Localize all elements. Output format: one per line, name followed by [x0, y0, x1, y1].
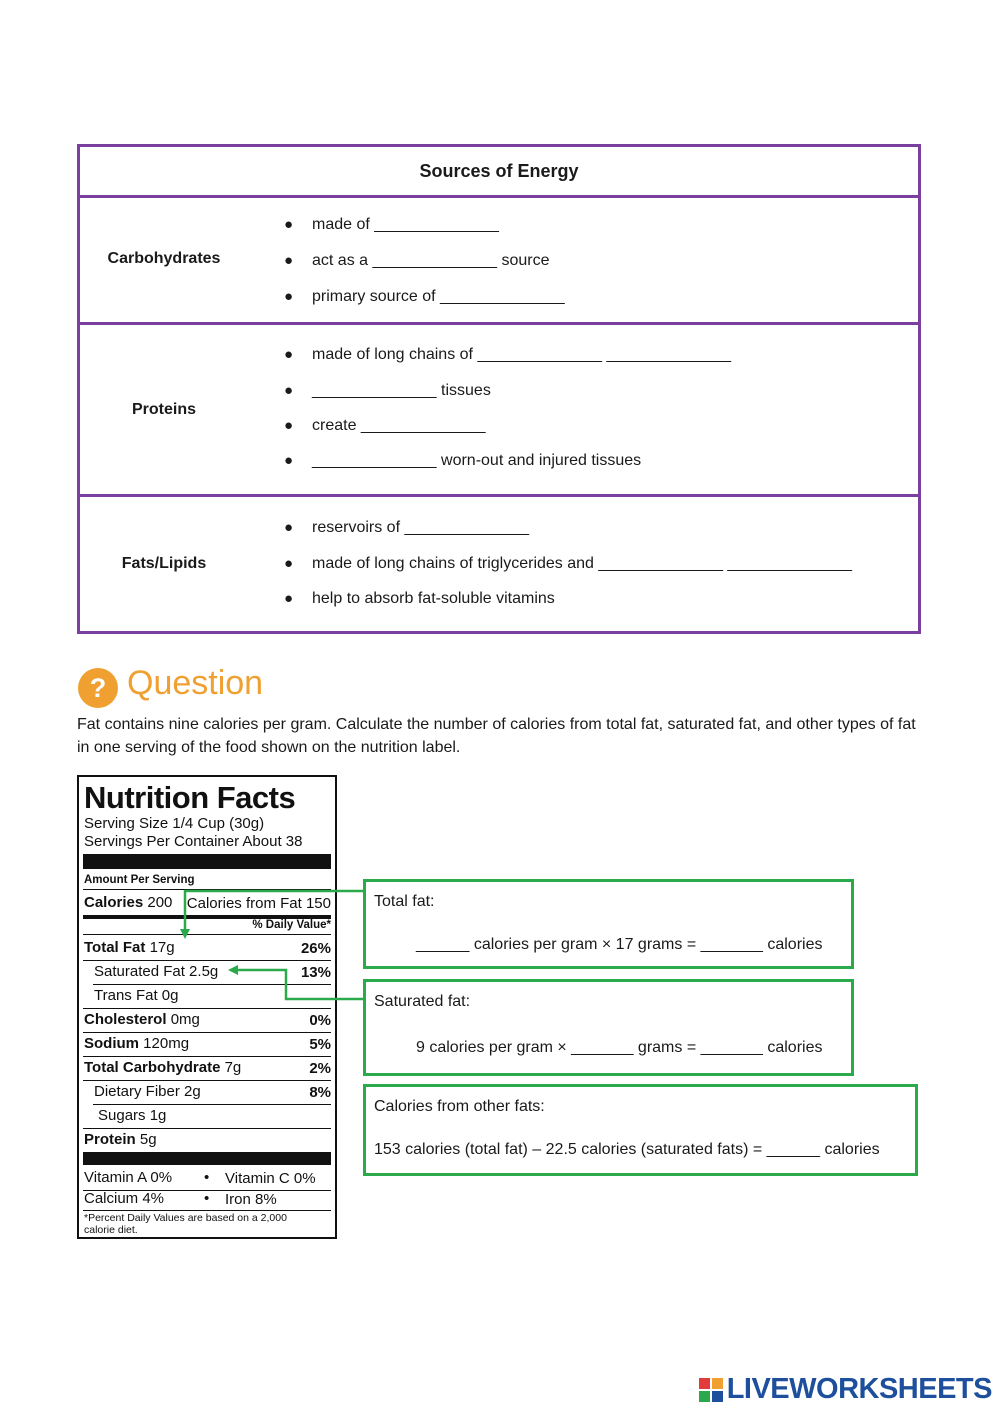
- table-row-fats-lipids: [80, 497, 918, 631]
- other-fats-box-equation: 153 calories (total fat) – 22.5 calories (saturated fats) = ______ calories: [374, 1141, 880, 1158]
- list-item: [284, 590, 555, 608]
- divider: [83, 934, 331, 935]
- total-carbohydrate-dv: 2%: [309, 1060, 331, 1077]
- dietary-fiber-dv: 8%: [309, 1084, 331, 1101]
- bullet-icon: ●: [284, 452, 294, 469]
- list-item: [284, 346, 732, 364]
- divider: [83, 1032, 331, 1033]
- cholesterol-dv: 0%: [309, 1012, 331, 1029]
- list-item-text: reservoirs of ______________: [312, 519, 530, 536]
- amount-per-serving: Amount Per Serving: [84, 874, 195, 886]
- total-fat-amount: 17g: [149, 939, 175, 956]
- total-fat-box: [363, 879, 854, 969]
- table-row-proteins: [80, 325, 918, 497]
- total-carbohydrate-line: [84, 1059, 241, 1076]
- calories-line: [84, 894, 172, 911]
- list-item: [284, 519, 530, 537]
- vitamin-a: Vitamin A 0%: [84, 1169, 173, 1186]
- list-item: [284, 417, 486, 435]
- footnote-line-1: *Percent Daily Values are based on a 2,000: [84, 1212, 287, 1224]
- divider: [83, 1008, 331, 1009]
- total-carbohydrate-amount: 7g: [224, 1059, 242, 1076]
- total-carbohydrate-name: Total Carbohydrate: [84, 1059, 221, 1076]
- protein-amount: 5g: [139, 1131, 157, 1148]
- bullet-icon: ●: [284, 590, 294, 607]
- vitamin-c: Vitamin C 0%: [225, 1170, 316, 1187]
- trans-fat-line: Trans Fat 0g: [94, 987, 179, 1004]
- bullet-icon: ●: [284, 417, 294, 434]
- footnote-line-2: calorie diet.: [84, 1224, 138, 1236]
- list-item: [284, 382, 491, 400]
- iron: Iron 8%: [225, 1191, 277, 1208]
- list-item: [284, 288, 565, 306]
- bullet-icon: ●: [284, 216, 294, 233]
- serving-size: Serving Size 1/4 Cup (30g): [84, 815, 265, 832]
- dietary-fiber-line: Dietary Fiber 2g: [94, 1083, 201, 1100]
- row-label-carbohydrates: Carbohydrates: [107, 249, 221, 267]
- bullet-icon: ●: [284, 382, 294, 399]
- bullet-icon: •: [204, 1169, 210, 1186]
- liveworksheets-logo-icon: [699, 1378, 723, 1402]
- saturated-fat-box-equation: 9 calories per gram × _______ grams = _______ calories: [416, 1039, 823, 1056]
- bullet-icon: ●: [284, 346, 294, 363]
- bullet-icon: •: [204, 1190, 210, 1207]
- sources-of-energy-table: [77, 144, 921, 634]
- list-item: [284, 452, 642, 470]
- saturated-fat-box: [363, 979, 854, 1076]
- total-fat-line: [84, 939, 175, 956]
- daily-value-header: % Daily Value*: [252, 919, 331, 931]
- divider: [83, 1128, 331, 1129]
- question-text: Fat contains nine calories per gram. Calculate the number of calories from total fat, saturated fat, and other types of fat in one serving of the food shown on the nutrition label.: [77, 716, 916, 756]
- bullet-icon: ●: [284, 252, 294, 269]
- list-item-text: ______________ tissues: [312, 382, 491, 399]
- saturated-fat-line: Saturated Fat 2.5g: [94, 963, 219, 980]
- bullet-icon: ●: [284, 288, 294, 305]
- cholesterol-amount: 0mg: [170, 1011, 200, 1028]
- question-heading: Question: [127, 664, 264, 702]
- bullet-icon: ●: [284, 555, 294, 572]
- divider: [83, 1056, 331, 1057]
- list-item: [284, 555, 852, 573]
- list-item-text: primary source of ______________: [312, 288, 565, 305]
- saturated-fat-dv: 13%: [300, 964, 331, 981]
- other-fats-box-label: Calories from other fats:: [374, 1098, 545, 1115]
- divider: [93, 1104, 331, 1105]
- list-item-text: act as a ______________ source: [312, 252, 550, 269]
- cholesterol-name: Cholesterol: [84, 1011, 167, 1028]
- calories-value: 200: [147, 894, 173, 911]
- thick-divider: [83, 854, 331, 869]
- divider: [83, 889, 331, 890]
- total-fat-box-label: Total fat:: [374, 893, 435, 910]
- sodium-name: Sodium: [84, 1035, 139, 1052]
- sodium-dv: 5%: [309, 1036, 331, 1053]
- watermark-text: LIVEWORKSHEETS: [726, 1373, 992, 1405]
- row-label-fats-lipids: Fats/Lipids: [121, 555, 207, 572]
- list-item-text: made of long chains of triglycerides and ______________ ______________: [312, 555, 852, 572]
- other-fats-box: [363, 1084, 918, 1176]
- protein-name: Protein: [84, 1131, 136, 1148]
- row-label-proteins: Proteins: [131, 400, 196, 418]
- divider: [83, 1210, 331, 1211]
- table-row-carbohydrates: [80, 195, 918, 325]
- sugars-line: Sugars 1g: [98, 1107, 167, 1124]
- list-item-text: ______________ worn-out and injured tissues: [312, 452, 642, 469]
- cholesterol-line: [84, 1011, 200, 1028]
- list-item-text: help to absorb fat-soluble vitamins: [312, 590, 555, 607]
- list-item-text: made of ______________: [312, 216, 499, 233]
- total-fat-name: Total Fat: [84, 939, 146, 956]
- table-title: Sources of Energy: [80, 147, 918, 198]
- saturated-fat-box-label: Saturated fat:: [374, 993, 471, 1010]
- bullet-icon: ●: [284, 519, 294, 536]
- divider: [93, 984, 331, 985]
- list-item: [284, 216, 499, 234]
- total-fat-dv: 26%: [300, 940, 331, 957]
- divider: [83, 1080, 331, 1081]
- list-item: [284, 252, 550, 270]
- calories-label: Calories: [84, 894, 144, 911]
- nutrition-title: Nutrition Facts: [84, 780, 296, 815]
- sodium-line: [84, 1035, 189, 1052]
- protein-line: [84, 1131, 157, 1148]
- servings-per-container: Servings Per Container About 38: [84, 833, 303, 850]
- sodium-amount: 120mg: [143, 1035, 190, 1052]
- calcium: Calcium 4%: [84, 1190, 165, 1207]
- divider: [83, 960, 331, 961]
- total-fat-box-equation: ______ calories per gram × 17 grams = _______ calories: [416, 936, 823, 953]
- thick-divider: [83, 1152, 331, 1165]
- list-item-text: create ______________: [312, 417, 486, 434]
- nutrition-facts-label: [77, 775, 337, 1239]
- question-mark-icon: ?: [78, 668, 118, 708]
- list-item-text: made of long chains of ______________ ______________: [312, 346, 732, 363]
- calories-from-fat: Calories from Fat 150: [186, 895, 331, 912]
- liveworksheets-watermark: [699, 1373, 992, 1406]
